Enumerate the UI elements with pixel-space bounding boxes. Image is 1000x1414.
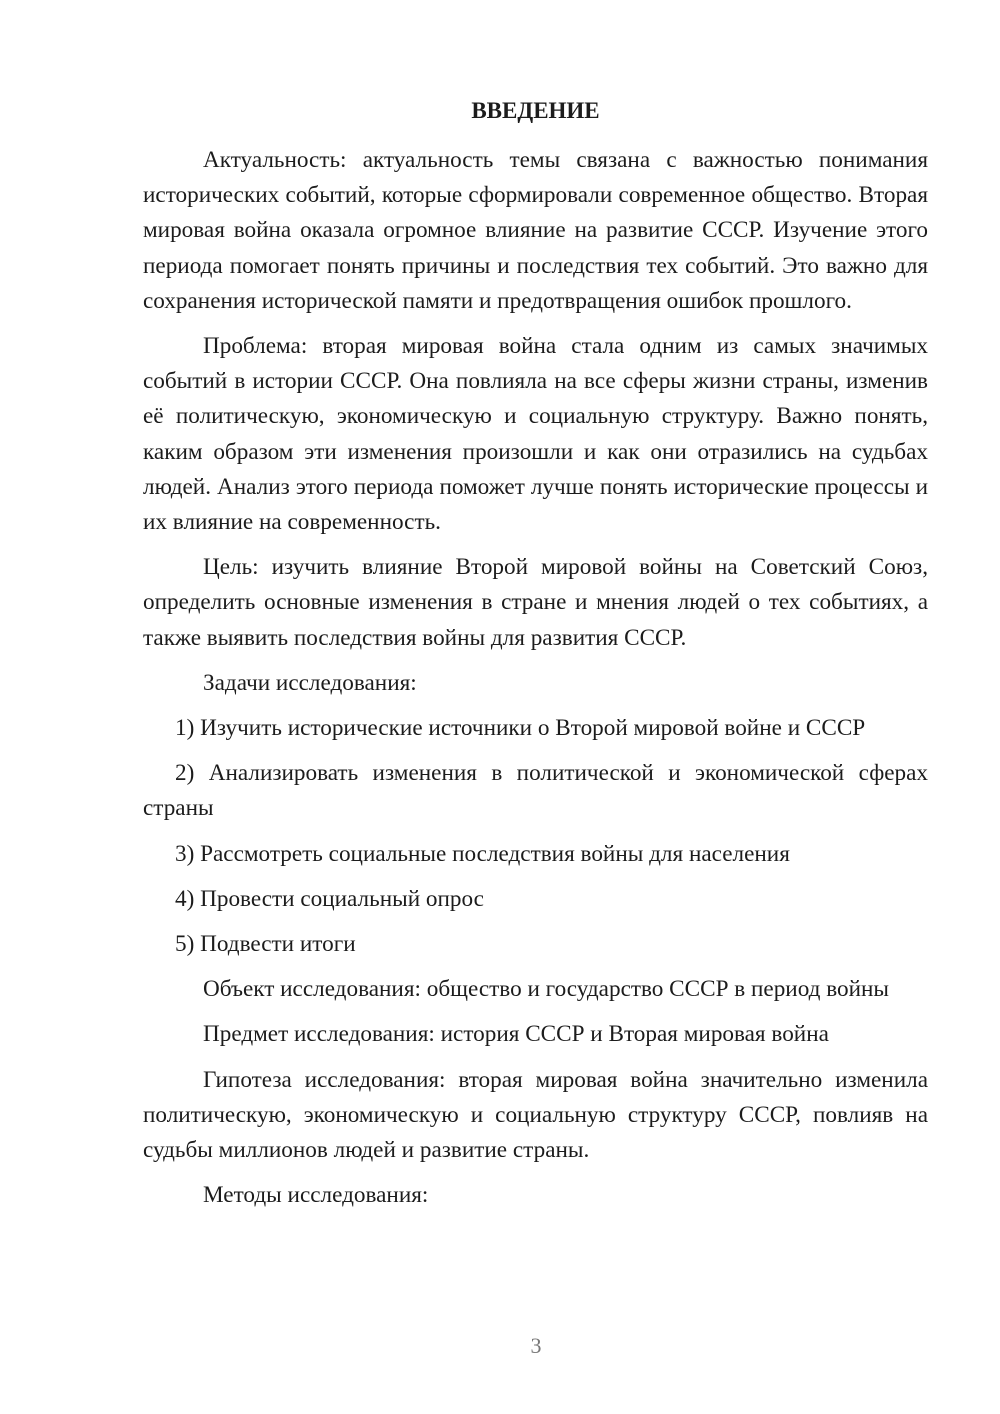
object-paragraph: Объект исследования: общество и государство СССР в период войны — [203, 976, 890, 1003]
section-heading: ВВЕДЕНИЕ — [471, 98, 600, 123]
task-item-5: 5) Подвести итоги — [175, 931, 356, 958]
task-item-2: 2) Анализировать изменения в политической и экономической сферах страны — [143, 760, 928, 822]
methods-title: Методы исследования: — [203, 1182, 429, 1209]
task-item-4: 4) Провести социальный опрос — [175, 885, 484, 912]
page-number: 3 — [530, 1333, 542, 1358]
problem-paragraph: Проблема: вторая мировая война стала одним из самых значимых событий в истории СССР. Она повлияла на все сферы жизни страны, изменив её политическую, экономическую и социальную структуру. Важно понять, каким образом эти изменения произошли и как они отразились на судьбах людей. Анализ этого периода поможет лучше понять исторические процессы и их влияние на современность. — [143, 333, 928, 536]
relevance-paragraph: Актуальность: актуальность темы связана с важностью понимания исторических событий, которые сформировали современное общество. Вторая мировая война оказала огромное влияние на развитие СССР. Изучение этого периода помогает понять причины и последствия тех событий. Это важно для сохранения исторической памяти и предотвращения ошибок прошлого. — [143, 147, 928, 314]
subject-paragraph: Предмет исследования: история СССР и Вторая мировая война — [203, 1021, 829, 1048]
task-item-3: 3) Рассмотреть социальные последствия войны для населения — [175, 840, 790, 867]
goal-paragraph: Цель: изучить влияние Второй мировой войны на Советский Союз, определить основные изменения в стране и мнения людей о тех событиях, а также выявить последствия войны для развития СССР. — [143, 554, 928, 651]
tasks-title: Задачи исследования: — [203, 669, 417, 696]
document-body — [143, 96, 928, 1223]
task-item-1: 1) Изучить исторические источники о Второй мировой войне и СССР — [175, 715, 866, 742]
hypothesis-paragraph: Гипотеза исследования: вторая мировая война значительно изменила политическую, экономическую и социальную структуру СССР, повлияв на судьбы миллионов людей и развитие страны. — [143, 1066, 928, 1164]
